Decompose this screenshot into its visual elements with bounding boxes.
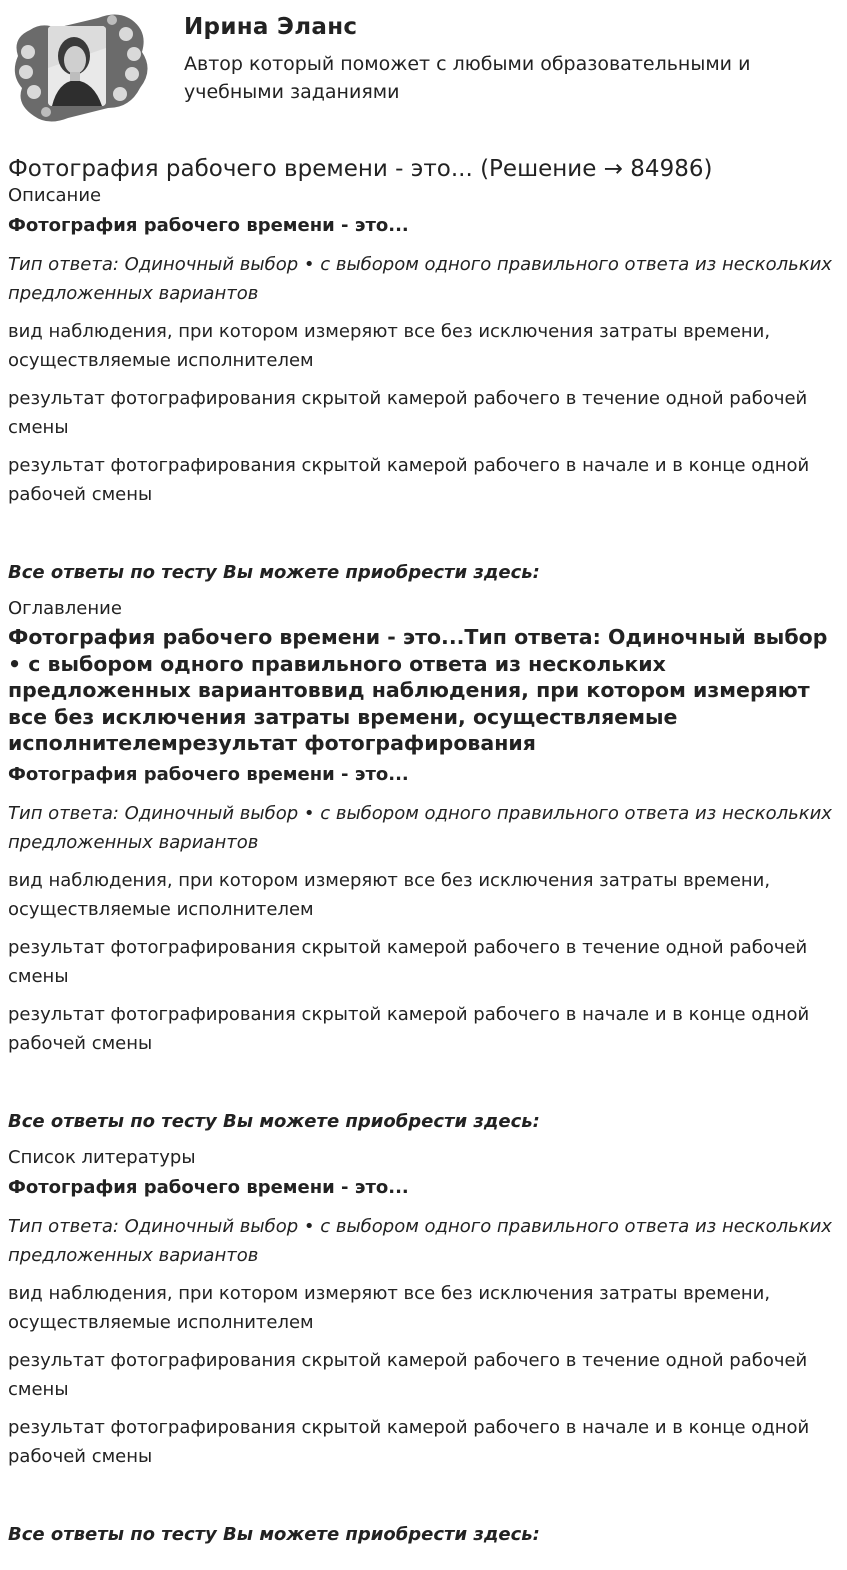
buy-answers-text[interactable]: Все ответы по тесту Вы можете приобрести здесь:	[8, 1110, 540, 1132]
author-card	[8, 8, 839, 130]
answer-option: результат фотографирования скрытой камерой рабочего в течение одной рабочей смены	[8, 936, 808, 987]
section-label-toc: Оглавление	[8, 598, 122, 619]
literature-section	[8, 1146, 839, 1547]
answer-option: результат фотографирования скрытой камерой рабочего в начале и в конце одной рабочей смены	[8, 455, 810, 505]
toc-section	[8, 597, 839, 1134]
answer-option: вид наблюдения, при котором измеряют все без исключения затраты времени, осуществляемые исполнителем	[8, 321, 771, 371]
author-name[interactable]: Ирина Эланс	[184, 14, 358, 40]
toc-summary: Фотография рабочего времени - это...Тип ответа: Одиночный выбор • с выбором одного правильного ответа из нескольких предложенных вариантоввид наблюдения, при котором измеряют все без исключения затраты времени, осуществляемые исполнителемрезультат фотографирования	[8, 625, 828, 755]
answer-type: Тип ответа: Одиночный выбор • с выбором одного правильного ответа из нескольких предложенных вариантов	[8, 254, 832, 304]
answer-option: результат фотографирования скрытой камерой рабочего в начале и в конце одной рабочей смены	[8, 1416, 810, 1467]
description-section	[8, 184, 839, 585]
avatar[interactable]	[8, 8, 150, 126]
answer-option: вид наблюдения, при котором измеряют все без исключения затраты времени, осуществляемые исполнителем	[8, 1282, 771, 1333]
answer-type: Тип ответа: Одиночный выбор • с выбором одного правильного ответа из нескольких предложенных вариантов	[8, 802, 832, 853]
page-title: Фотография рабочего времени - это... (Решение → 84986)	[8, 156, 713, 182]
section-label-description: Описание	[8, 185, 102, 206]
answer-option: результат фотографирования скрытой камерой рабочего в течение одной рабочей смены	[8, 1349, 808, 1400]
question-text: Фотография рабочего времени - это...	[8, 1176, 409, 1198]
author-info	[184, 12, 824, 106]
buy-answers-text[interactable]: Все ответы по тесту Вы можете приобрести здесь:	[8, 1523, 540, 1545]
question-text: Фотография рабочего времени - это...	[8, 763, 409, 785]
answer-option: результат фотографирования скрытой камерой рабочего в начале и в конце одной рабочей смены	[8, 1003, 810, 1054]
answer-type: Тип ответа: Одиночный выбор • с выбором одного правильного ответа из нескольких предложенных вариантов	[8, 1215, 832, 1266]
question-text: Фотография рабочего времени - это...	[8, 215, 409, 236]
answer-option: вид наблюдения, при котором измеряют все без исключения затраты времени, осуществляемые исполнителем	[8, 869, 771, 920]
avatar-film-frame-icon	[8, 8, 150, 126]
answer-option: результат фотографирования скрытой камерой рабочего в течение одной рабочей смены	[8, 388, 808, 438]
author-description: Автор который поможет с любыми образовательными и учебными заданиями	[184, 53, 751, 103]
buy-answers-text[interactable]: Все ответы по тесту Вы можете приобрести здесь:	[8, 562, 540, 583]
section-label-literature: Список литературы	[8, 1146, 196, 1168]
